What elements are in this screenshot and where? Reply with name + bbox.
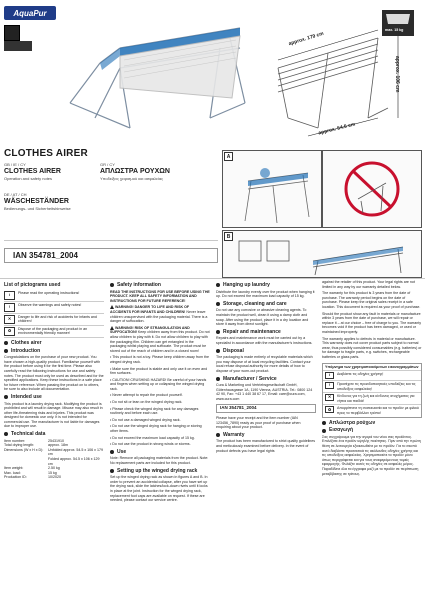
clothes-airer-illustration: [60, 8, 260, 136]
pictogram-row: ! Observe the warnings and safety notes!: [4, 302, 104, 314]
pictogram-row: ♻ Dispose of the packaging and product in an environmentally friendly manner!: [4, 326, 104, 338]
spec-row: Item weight: 2.50 kg: [4, 466, 60, 471]
section-divider: [0, 278, 425, 279]
info-icon: i: [325, 372, 334, 379]
warranty-heading: Warranty: [216, 433, 316, 438]
language-code: GR / CY: [100, 162, 115, 167]
dimension-length: approx. 179 cm: [287, 30, 325, 48]
warranty-paragraph: The warranty for this product is 3 years from the date of purchase. The warranty period begins on the date of purchase. Please keep the original sales receipt in a safe location. This document is required as your proof of purchase.: [322, 291, 421, 309]
technical-data-heading: Technical data: [4, 432, 104, 437]
recycle-icon: ♻: [4, 327, 15, 336]
warning-2: WARNING! RISK OF STRANGULATION AND SUFFOCATION! Keep children away from this product. Do not allow children to play with it. Do not allow children to play with the packaging film. Children can get entangled in the packaging whilst playing and suffocate. The product must be stored out of the reach of children and in a closed room!: [110, 325, 210, 353]
column-2: [110, 280, 210, 505]
recycle-icon: ♻: [325, 406, 334, 413]
language-block-de: [4, 192, 114, 211]
greek-pictogram-row: ♻ Απορρίπτετε τη συσκευασία και το προϊόν με φιλικό προς το περιβάλλον τρόπο!: [323, 405, 421, 416]
spec-row: Total drying length: approx. 18m: [4, 443, 68, 448]
safety-bullet: • CAUTION! CRUSHING HAZARD! Be careful of your hands and fingers when setting up or collapsing the winged drying rack.: [110, 377, 207, 391]
language-subtitle: Υποδείξεις χειρισμού και ασφαλείας: [100, 176, 164, 181]
disposal-heading: Disposal: [216, 349, 316, 354]
safety-bullet: • Do not sit or lean on the winged drying rack.: [110, 400, 183, 405]
language-code: GB / IE / CY: [4, 162, 26, 167]
ian-small-box: IAN 354781_2004: [216, 404, 316, 413]
safety-intro: READ THE INSTRUCTIONS FOR USE BEFORE USING THE PRODUCT. KEEP ALL SAFETY INFORMATION AND INSTRUCTIONS FOR FUTURE REFERENCE!: [110, 289, 210, 303]
dimension-height: approx. 106 cm: [394, 56, 400, 93]
warranty-text: The product has been manufactured to strict quality guidelines and meticulously examined before delivery. In the event of product defects you have legal rights: [216, 439, 316, 453]
disposal-text: The packaging is made entirely of recyclable materials which you may dispose of at local recycling facilities. Contact your local refuse disposal authority for more details of how to dispose of your worn-out product.: [216, 355, 313, 373]
hanging-heading: Hanging up laundry: [216, 283, 316, 288]
spec-row: Production ID: 10/2020: [4, 475, 61, 480]
storage-heading: Storage, cleaning and care: [216, 302, 316, 307]
warranty-paragraph: The warranty applies to defects in material or manufacture. This warranty does not cover product parts subject to normal wear, thus possibly considered consumables (e.g. batteries) or for damage to fragile parts, e.g. switches, rechargeable batteries or glass parts.: [322, 336, 422, 359]
safety-bullet: • Do not exceed the maximum load capacity of 15 kg.: [110, 435, 195, 440]
pictogram-row: i Please read the operating instructions!: [4, 290, 104, 302]
spec-row: Dimensions (W x H x D): Unfolded approx. 54.5 x 106 x 179 cm: [4, 447, 103, 457]
child-danger-icon: ✕: [4, 315, 15, 324]
safety-bullet: • Make sure the product is stable and only use it on even and firm surfaces.: [110, 366, 208, 376]
ian-badge: [4, 41, 32, 51]
setup-heading: Setting up the winged drying rack: [110, 469, 210, 474]
safety-heading: Safety information: [110, 283, 210, 288]
info-icon: i: [4, 291, 15, 300]
storage-text: Do not use any corrosive or abrasive cleaning agents. To maintain the product well, clean it using a damp cloth and soap. After using the product, place it in a dry location and store it away from direct sunlight.: [216, 308, 309, 327]
introduction-text: Congratulations on the purchase of your new product. You have chosen a high-quality product. Familiarise yourself with the product before using it for the first time. Please also carefully read the following instructions for use and safety notes. The product must only be used as described and for the specified applications. Keep these instructions in a safe place for future reference. When passing the product on to others, be sure to also include all documentation.: [4, 355, 104, 392]
greek-heading-2: Εισαγωγή: [322, 428, 422, 433]
hanging-text: Distribute the laundry evenly over the product when hanging it up. Do not exceed the maximum load capacity of 15 kg.: [216, 289, 315, 299]
clothes-airer-heading: Clothes airer: [4, 341, 104, 346]
warning-1: WARNING! DANGER TO LIFE AND RISK OF ACCIDENTS FOR INFANTS AND CHILDREN! Never leave children unsupervised with the packaging material. There is a danger of suffocation.: [110, 305, 208, 324]
safety-bullet: • Never attempt to repair the product yourself.: [110, 393, 183, 398]
setup-step-illustration: [223, 151, 321, 227]
qr-code-icon: [4, 25, 20, 41]
language-subtitle: Operation and safety notes: [4, 176, 53, 181]
safety-bullet: • This product is not a toy. Please keep children away from the winged drying rack.: [110, 355, 210, 364]
greek-table-header: Υπόμνημα των χρησιμοποιούμενων εικονογραμμάτων: [323, 364, 421, 372]
divider: [4, 240, 218, 241]
manufacturer-heading: Manufacturer / Service: [216, 377, 316, 382]
warning-triangle-icon: [110, 326, 114, 330]
panel-label: A: [224, 152, 233, 161]
greek-pictogram-row: ! Προσέχετε τις προειδοποιητικές υποδείξεις και τις υποδείξεις ασφαλείας!: [323, 381, 421, 393]
language-subtitle: Bedienungs- und Sicherheitshinweise: [4, 206, 71, 211]
ian-box: IAN 354781_2004: [4, 248, 218, 263]
language-block-gr: [100, 162, 210, 181]
pictograms-heading: List of pictograms used: [4, 282, 61, 288]
language-code: DE / AT / CH: [4, 192, 27, 197]
language-title: CLOTHES AIRER: [4, 168, 61, 175]
language-title: WÄSCHESTÄNDER: [4, 198, 69, 205]
spec-row: Folded approx. 54.5 x 106 x 129 cm: [48, 457, 100, 466]
manufacturer-text: Cura & Marketing und Vertriebsgesellschaft GmbH, Gütenhausgasse 1A, 1190 Vienna, AUSTRIA. Tel.: 0800 124 42 90, Fax: +43 1 440 38 67 17, Email: care@cura.com, www.cura.com: [216, 383, 313, 401]
spec-row: Max. load: 15 kg: [4, 470, 57, 475]
rack-detail-illustration: [223, 231, 421, 277]
title-block: [4, 148, 214, 211]
warning-icon: !: [4, 303, 15, 312]
figure-panel-a: [222, 150, 322, 228]
intended-use-heading: Intended use: [4, 395, 104, 400]
repair-text: Repairs and maintenance work must be carried out by a specialist in accordance with the manufacturer's instructions.: [216, 336, 313, 345]
figure-panel-b: [222, 230, 422, 278]
use-text: Note: Remove all packaging materials from the product. Note: No replacement parts are included for this product.: [110, 456, 209, 465]
column-4: [322, 280, 422, 478]
prohibition-illustration: [323, 151, 421, 227]
repair-heading: Repair and maintenance: [216, 330, 316, 335]
greek-intro-text: Σας συγχαίρουμε για την αγορά του νέου σας προϊόντος. Επιλέξατε ένα προϊόν υψηλής ποιότητας. Πριν από την πρώτη θέση σε λειτουργία εξοικειωθείτε με το προϊόν. Για το σκοπό αυτό διαβάστε προσεκτικά τις ακόλουθες οδηγίες χρήσης και τις υποδείξεις ασφαλείας. Χρησιμοποιείτε το προϊόν μόνο όπως περιγράφεται και για τους αναφερόμενους τομείς εφαρμογής. Φυλάξτε αυτές τις οδηγίες σε ασφαλές μέρος. Παραδίδετε όλα τα έγγραφα μαζί με το προϊόν σε περίπτωση μεταβίβασης σε τρίτους.: [322, 434, 421, 476]
child-danger-icon: ✕: [325, 394, 334, 401]
figure-panel-warning: [322, 150, 422, 228]
intended-use-text: This product is a laundry drying rack. Modifying the product is prohibited and will result in damage. Misuse may also result in other life-threatening risks and injuries. This product was designed for domestic use only. It is not intended for commercial use. The manufacturer is not liable for damages due to improper use.: [4, 401, 103, 429]
warranty-paragraph: against the retailer of this product. Your legal rights are not limited in any way by our warranty detailed below.: [322, 280, 415, 289]
panel-label: B: [224, 232, 233, 241]
ian-note: Please have your receipt and the item number (IAN 123456_7890) ready as your proof of purchase when enquiring about your product.: [216, 416, 301, 430]
introduction-heading: Introduction: [4, 349, 104, 354]
greek-pictogram-row: i Διαβάστε τις οδηγίες χρήσης!: [323, 371, 421, 381]
language-block-en: [4, 162, 114, 181]
warning-icon: !: [325, 382, 334, 389]
warning-triangle-icon: [110, 305, 114, 309]
greek-pictogram-table: [322, 363, 422, 418]
greek-heading-1: Απλώστρα ρούχων: [322, 421, 422, 426]
use-heading: Use: [110, 450, 210, 455]
column-3: [216, 280, 316, 455]
column-1: [4, 280, 104, 480]
greek-pictogram-row: ✕ Κίνδυνος για τη ζωή και κίνδυνος ατυχήματος για νήπια και παιδιά!: [323, 393, 421, 405]
dimension-depth: approx. 54.5 cm: [317, 121, 356, 137]
brand-logo: AquaPur: [4, 6, 56, 20]
page-title: CLOTHES AIRER: [4, 148, 88, 159]
safety-bullet: • Do not use the product in strong winds or storms.: [110, 442, 191, 447]
warranty-paragraph: Should the product show any fault in materials or manufacture within 3 years from the date of purchase, we will repair or replace it – at our choice – free of charge to you. The warranty becomes void if the product has been damaged, or used or maintained improperly.: [322, 311, 422, 334]
safety-bullet: • Do not use the winged drying rack for hanging or storing other items.: [110, 424, 202, 434]
pictogram-row: ✕ Danger to life and risk of accidents for infants and children!: [4, 314, 104, 326]
max-load-label: max. 15 kg: [385, 28, 404, 32]
setup-text: Set up the winged drying rack as shown in figures A and B. In order to prevent an accidental collapse, after you have set up the drying rack, slide the latches/lock-down rivets until it locks in place at the joint. Instruction for the winged drying rack, replacement foot caps are available on request. If these are needed, please contact our service centre.: [110, 475, 208, 503]
spec-row: Item number: 25431910: [4, 438, 64, 443]
language-title: ΑΠΛΩΣΤΡΑ ΡΟΥΧΩΝ: [100, 168, 170, 175]
safety-bullet: • Do not use a damaged winged drying rack.: [110, 417, 181, 422]
safety-bullet: • Please check the winged drying rack for any damages routinely and before each use.: [110, 406, 199, 416]
